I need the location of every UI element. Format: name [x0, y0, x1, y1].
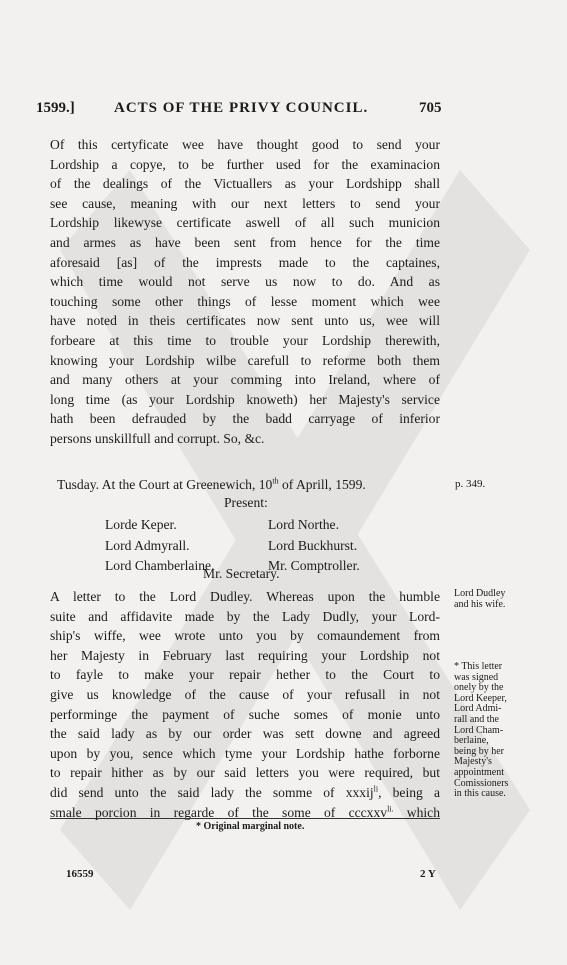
margin-line: in this cause. [454, 788, 506, 800]
margin-line: was signed [454, 671, 499, 683]
text-line: ship's wiffe, wee wrote unto you by comaundement from [50, 628, 440, 644]
text-segment: smale porcion in regarde of the some of cccxxv [50, 804, 388, 820]
margin-line: Lord Cham- [454, 724, 504, 736]
text-line: have noted in theis certificates now sent unto us, wee will [50, 313, 440, 329]
footnote-rule [50, 818, 440, 819]
margin-line: Majesty's [454, 756, 492, 768]
meeting-date-suffix: of Aprill, 1599. [278, 477, 366, 492]
superscript: li [373, 784, 379, 794]
attendee: Lord Admyrall. [105, 537, 190, 553]
text-line: performinge the payment of suche somes of monie unto [50, 706, 440, 722]
superscript: li. [387, 804, 394, 813]
text-line: give us knowledge of the cause of your refusall in not [50, 686, 440, 702]
attendee: Lorde Keper. [105, 517, 177, 532]
margin-line: onely by the [454, 682, 504, 694]
margin-line: Lord Dudley [454, 588, 506, 599]
text-line: Lordship a copye, to be further used for the examinacion [50, 156, 440, 172]
footnote: * Original marginal note. [196, 821, 305, 832]
margin-line: Comissioners [454, 777, 509, 789]
text-line: aforesaid [as] of the imprests made to the captaines, [50, 254, 440, 270]
margin-line: being by her [454, 745, 504, 757]
text-segment: did send unto the said lady the somme of xxxij [50, 784, 374, 800]
attendee: Lord Buckhurst. [268, 537, 358, 553]
margin-line: and his wife. [454, 598, 506, 610]
margin-note-signed [454, 662, 529, 800]
text-line: see cause, meaning with our next letters to send your [50, 195, 440, 211]
text-line: Lordship likewyse certificate aswell of all such municion [50, 215, 440, 231]
margin-line: berlaine, [454, 735, 489, 747]
margin-note-dudley [454, 589, 529, 610]
signature-mark-left: 16559 [66, 868, 94, 880]
attendees-column-right [268, 515, 360, 577]
margin-line: * This letter [454, 661, 503, 672]
text-line: forbeare at this time to trouble your Lordship therewith, [50, 332, 440, 348]
text-line: the said lady as by our order was sett downe and agreed [50, 726, 440, 742]
attendee: Mr. Secretary. [203, 566, 280, 581]
header-year: 1599.] [36, 100, 75, 116]
attendee: Lord Chamberlaine. [105, 558, 215, 573]
text-line: upon by you, sence which tyme your Lordship hathe forborne [50, 745, 440, 761]
text-line: her Majesty in February last requiring your Lordship not [50, 647, 440, 663]
margin-line: rall and the [454, 713, 499, 725]
text-line-sum [50, 783, 440, 803]
attendee: Lord Northe. [268, 517, 339, 532]
paragraph-letter-dudley [50, 587, 440, 822]
page-reference: p. 349. [455, 478, 486, 490]
meeting-date [57, 477, 366, 493]
margin-line: appointment [454, 766, 504, 778]
text-line: to repair hither as by our said letters you were required, but [50, 765, 440, 781]
text-segment: which [393, 804, 440, 820]
text-line: and armes as have been sent from hence for the time [50, 234, 440, 250]
margin-line: Lord Keeper, [454, 692, 507, 704]
text-line: hath been defrauded by the badd carryage of inferior [50, 411, 440, 427]
present-label: Present: [224, 495, 268, 510]
text-line-sum [50, 803, 440, 823]
text-line: and many others at your comming into Ireland, where of [50, 372, 440, 388]
signature-mark-right: 2 Y [420, 868, 436, 880]
text-line: persons unskillfull and corrupt. So, &c. [50, 430, 265, 446]
text-line: of the dealings of the Victuallers as your Lordshipp shall [50, 176, 440, 192]
meeting-date-sup: th [272, 476, 279, 486]
meeting-date-prefix: Tusday. At the Court at Greenewich, 10 [57, 477, 273, 492]
text-line: suite and affidavite made by the Lady Dudly, your Lord- [50, 608, 440, 624]
margin-line: Lord Admi- [454, 703, 502, 715]
attendees-column-left [105, 515, 214, 577]
header-title: ACTS OF THE PRIVY COUNCIL. [114, 100, 369, 116]
text-line: long time (as your Lordship knoweth) her Majesty's service [50, 391, 440, 407]
text-line: A letter to the Lord Dudley. Whereas upon the humble [50, 589, 440, 604]
text-line: to fayle to make your repair hether to the Court to [50, 667, 440, 683]
text-segment: , being a [378, 784, 440, 800]
text-line: touching some other things of lesse moment which wee [50, 293, 440, 309]
header-page-number: 705 [419, 100, 442, 116]
text-line: knowing your Lordship wilbe carefull to reforme both them [50, 352, 440, 368]
attendee: Mr. Comptroller. [268, 558, 360, 573]
paragraph-certificate [50, 135, 440, 449]
text-line: Of this certyficate wee have thought good to send your [50, 137, 440, 152]
text-line: which time would not serve us now to do. And as [50, 274, 440, 290]
